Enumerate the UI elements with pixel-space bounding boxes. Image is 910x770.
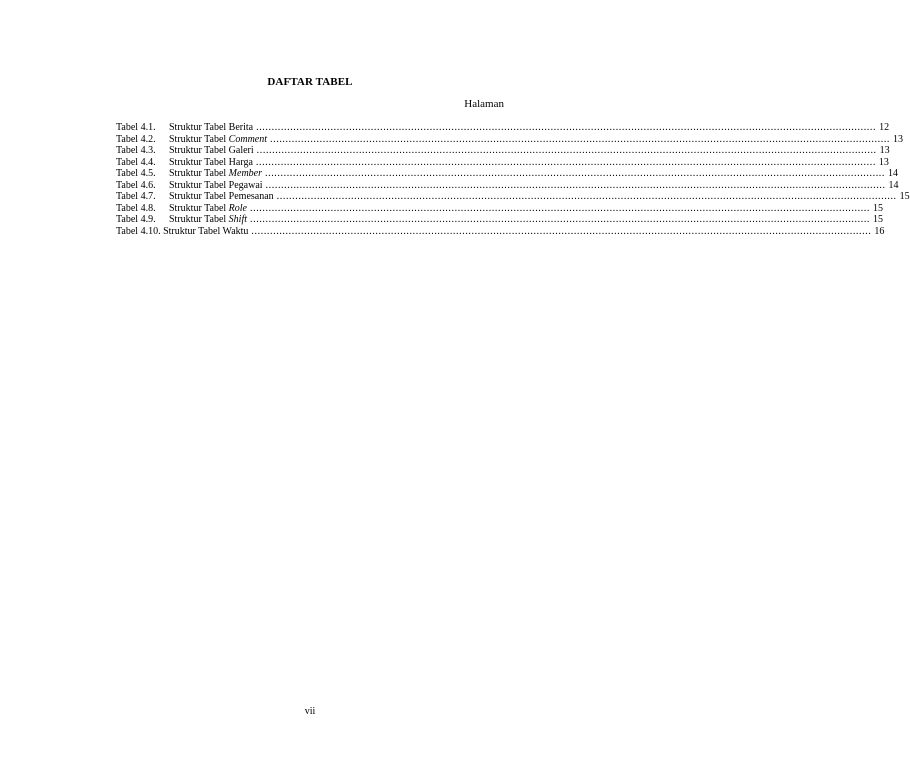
table-title: Struktur Tabel Galeri [169, 145, 254, 156]
dot-leader: ........................................................................................................................................................................................................ [276, 191, 897, 202]
list-item [116, 179, 899, 192]
table-title: Struktur Tabel Role [169, 202, 247, 214]
page-column-label: Halaman [464, 98, 504, 110]
page-number-footer: vii [304, 706, 316, 717]
list-item [116, 191, 910, 203]
page-number: 12 [879, 122, 890, 133]
table-title: Struktur Tabel Waktu [163, 225, 249, 237]
table-number: Tabel 4.4. [116, 156, 156, 168]
page-number: 14 [888, 179, 899, 191]
page-number: 15 [873, 202, 883, 214]
dot-leader: ........................................................................................................................................................................................................ [265, 168, 885, 179]
dot-leader: ........................................................................................................................................................................................................ [265, 179, 886, 191]
table-title: Struktur Tabel Berita [169, 122, 254, 133]
page-number: 13 [879, 145, 890, 156]
table-title: Struktur Tabel Shift [169, 214, 248, 225]
table-number: Tabel 4.1. [116, 122, 156, 133]
page-number: 14 [888, 168, 898, 179]
table-number: Tabel 4.10. [116, 225, 161, 237]
dot-leader: ........................................................................................................................................................................................................ [256, 145, 877, 156]
dot-leader: ........................................................................................................................................................................................................ [251, 225, 872, 237]
table-number: Tabel 4.6. [116, 179, 156, 191]
list-item [116, 145, 890, 157]
table-number: Tabel 4.2. [116, 133, 156, 145]
list-item [116, 156, 889, 169]
page-number: 16 [874, 225, 885, 237]
table-title: Struktur Tabel Member [169, 168, 262, 179]
table-title: Struktur Tabel Pegawai [169, 179, 263, 191]
page-number: 15 [899, 191, 910, 202]
dot-leader: ........................................................................................................................................................................................................ [270, 133, 891, 145]
table-number: Tabel 4.8. [116, 202, 156, 214]
page-number: 13 [893, 133, 904, 145]
table-list [116, 122, 910, 237]
table-number: Tabel 4.7. [116, 191, 156, 202]
page-number: 13 [878, 156, 889, 168]
table-number: Tabel 4.9. [116, 214, 156, 225]
dot-leader: ........................................................................................................................................................................................................ [256, 122, 877, 133]
table-title: Struktur Tabel Harga [169, 156, 253, 168]
list-item [116, 214, 884, 226]
list-item [116, 168, 898, 180]
list-item [116, 225, 885, 238]
table-title: Struktur Tabel Pemesanan [169, 191, 274, 202]
page-number: 15 [873, 214, 884, 225]
table-number: Tabel 4.3. [116, 145, 156, 156]
table-title: Struktur Tabel Comment [169, 133, 268, 145]
list-item [116, 122, 890, 134]
dot-leader: ........................................................................................................................................................................................................ [250, 214, 871, 225]
dot-leader: ........................................................................................................................................................................................................ [250, 202, 870, 214]
dot-leader: ........................................................................................................................................................................................................ [255, 156, 876, 168]
list-item [116, 202, 883, 215]
list-item [116, 133, 904, 146]
table-number: Tabel 4.5. [116, 168, 156, 179]
page-title: DAFTAR TABEL [267, 76, 353, 88]
